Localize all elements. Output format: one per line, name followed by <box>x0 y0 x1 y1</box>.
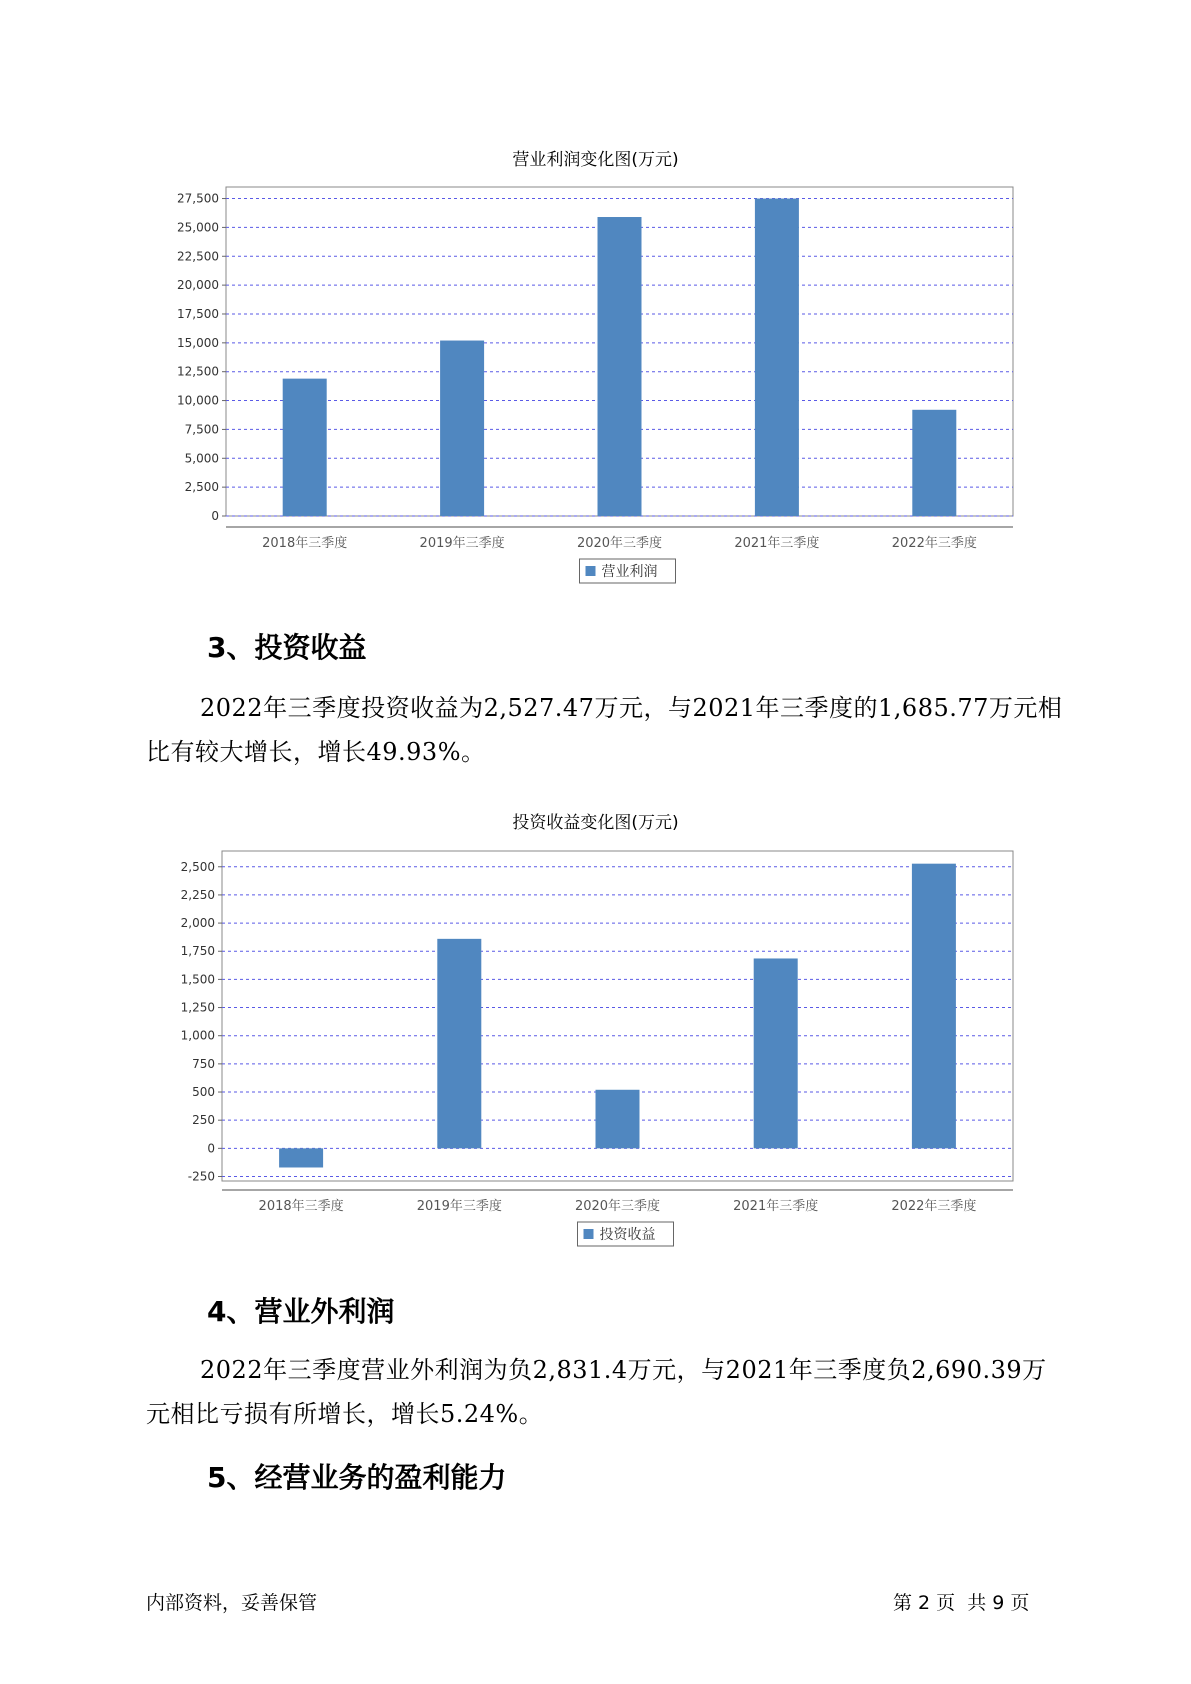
y-tick-label: 10,000 <box>177 393 219 408</box>
chart1-title: 营业利润变化图(万元) <box>512 150 679 170</box>
y-tick-label: 2,250 <box>180 887 215 902</box>
y-tick-label: 5,000 <box>184 451 219 466</box>
y-tick-label: 2,500 <box>184 480 219 495</box>
bar <box>912 410 956 516</box>
legend-swatch <box>586 566 596 576</box>
y-tick-label: 750 <box>192 1056 215 1071</box>
bar <box>755 199 799 516</box>
footer-note: 内部资料，妥善保管 <box>146 1592 318 1614</box>
investment-income-chart <box>0 840 1191 1270</box>
bar <box>440 341 484 516</box>
x-tick-label: 2018年三季度 <box>262 536 348 551</box>
bar <box>283 379 327 516</box>
y-tick-label: 1,000 <box>180 1028 215 1043</box>
y-tick-label: 2,000 <box>180 916 215 931</box>
legend-label: 营业利润 <box>601 564 658 580</box>
x-tick-label: 2021年三季度 <box>734 536 820 551</box>
x-tick-label: 2020年三季度 <box>576 536 663 551</box>
y-tick-label: -250 <box>187 1169 215 1184</box>
page-number: 第 2 页 共 9 页 <box>893 1592 1030 1614</box>
y-tick-label: 1,250 <box>180 1000 215 1015</box>
y-tick-label: 250 <box>192 1113 215 1128</box>
legend-label: 投资收益 <box>599 1227 656 1243</box>
x-tick-label: 2019年三季度 <box>416 1199 502 1214</box>
y-tick-label: 1,750 <box>180 944 215 959</box>
bar <box>598 217 642 516</box>
section5-heading: 5、经营业务的盈利能力 <box>207 1461 507 1494</box>
section4-paragraph: 2022年三季度营业外利润为负2,831.4万元，与2021年三季度负2,690.39万元相比亏损有所增长，增长5.24%。 <box>146 1356 1047 1428</box>
y-tick-label: 500 <box>192 1085 215 1100</box>
y-tick-label: 2,500 <box>180 859 215 874</box>
x-tick-label: 2019年三季度 <box>419 536 505 551</box>
y-tick-label: 27,500 <box>177 191 219 206</box>
y-tick-label: 12,500 <box>177 364 219 379</box>
x-tick-label: 2018年三季度 <box>258 1199 344 1214</box>
bar <box>596 1090 640 1149</box>
bar <box>279 1148 323 1167</box>
y-tick-label: 25,000 <box>177 220 219 235</box>
x-tick-label: 2022年三季度 <box>891 536 977 551</box>
y-tick-label: 20,000 <box>177 278 219 293</box>
chart2-title: 投资收益变化图(万元) <box>512 813 679 833</box>
bar <box>754 958 798 1148</box>
y-tick-label: 7,500 <box>184 422 219 437</box>
y-tick-label: 1,500 <box>180 972 215 987</box>
bar <box>437 939 481 1148</box>
x-tick-label: 2022年三季度 <box>891 1199 977 1214</box>
y-tick-label: 0 <box>207 1141 215 1156</box>
y-tick-label: 0 <box>211 509 219 523</box>
x-tick-label: 2020年三季度 <box>574 1199 661 1214</box>
section3-paragraph: 2022年三季度投资收益为2,527.47万元，与2021年三季度的1,685.77万元相比有较大增长，增长49.93%。 <box>146 694 1063 766</box>
bar <box>912 864 956 1149</box>
y-tick-label: 15,000 <box>177 335 219 350</box>
section3-heading: 3、投资收益 <box>207 631 367 664</box>
x-tick-label: 2021年三季度 <box>733 1199 819 1214</box>
operating-profit-chart <box>0 180 1191 620</box>
legend-swatch <box>584 1229 594 1239</box>
y-tick-label: 17,500 <box>177 306 219 321</box>
section4-heading: 4、营业外利润 <box>207 1295 395 1328</box>
y-tick-label: 22,500 <box>177 249 219 264</box>
